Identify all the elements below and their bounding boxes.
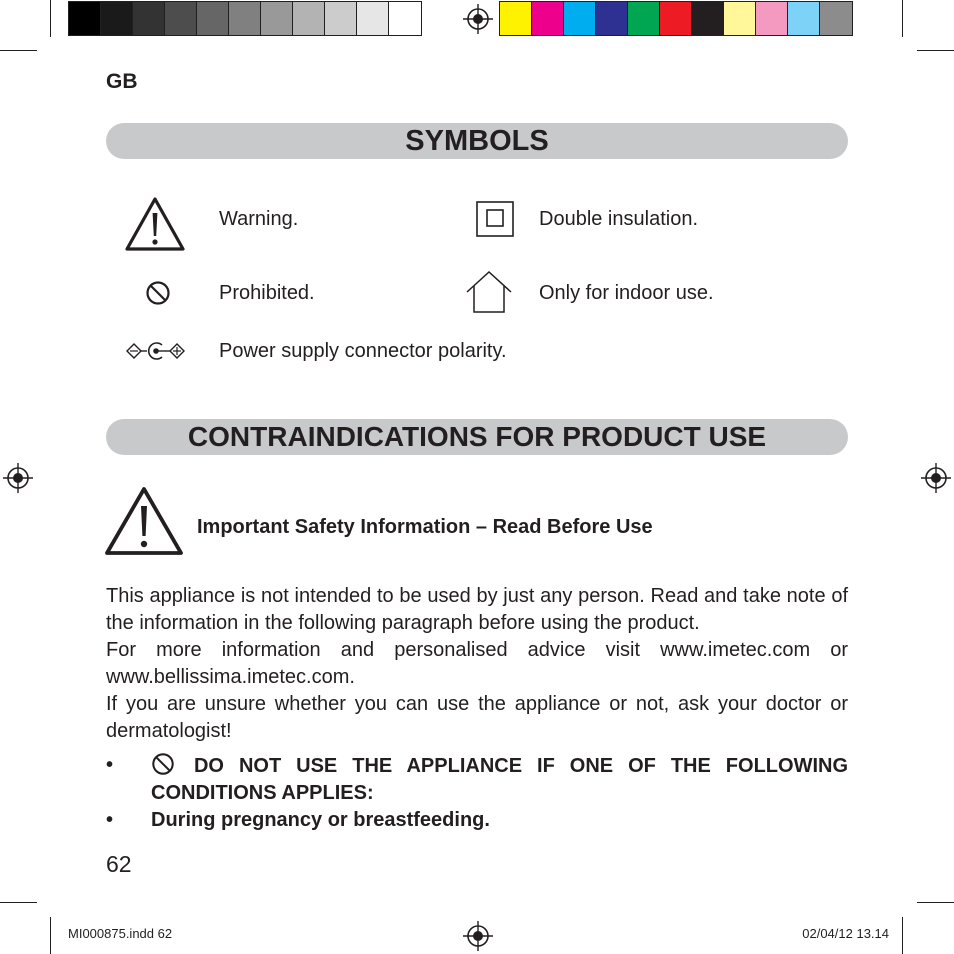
paragraph-more-info-line2: www.bellissima.imetec.com. — [106, 666, 355, 688]
color-swatch — [165, 2, 197, 35]
color-swatch — [692, 2, 724, 35]
double-insulation-icon — [476, 201, 514, 237]
symbol-label-warning: Warning. — [219, 208, 299, 230]
footer-file-info: MI000875.indd 62 — [68, 926, 173, 941]
color-swatch — [325, 2, 357, 35]
bullet-marker: • — [106, 754, 114, 776]
color-swatch — [133, 2, 165, 35]
pregnancy-item: During pregnancy or breastfeeding. — [151, 809, 490, 831]
important-safety-title: Important Safety Information – Read Before Use — [197, 516, 653, 538]
color-swatch — [357, 2, 389, 35]
crop-mark — [50, 917, 51, 954]
symbols-heading: SYMBOLS — [106, 123, 848, 159]
contraindications-body — [106, 583, 848, 745]
crop-mark — [902, 0, 903, 37]
language-code: GB — [106, 70, 138, 93]
house-icon — [465, 270, 513, 314]
color-swatch — [724, 2, 756, 35]
registration-mark-icon — [463, 921, 493, 951]
polarity-icon — [125, 340, 187, 362]
warning-line2: CONDITIONS APPLIES: — [151, 782, 374, 804]
crop-mark — [0, 50, 37, 51]
paragraph-more-info-line1: For more information and personalised advice visit www.imetec.com or — [106, 639, 848, 661]
color-swatch — [69, 2, 101, 35]
list-item — [106, 807, 848, 834]
list-item — [106, 752, 848, 807]
color-swatch — [500, 2, 532, 35]
color-swatch — [628, 2, 660, 35]
color-swatch — [596, 2, 628, 35]
prohibited-icon — [145, 280, 171, 306]
crop-mark — [50, 0, 51, 37]
color-swatch — [197, 2, 229, 35]
contraindications-list — [106, 752, 848, 834]
contraindications-heading: CONTRAINDICATIONS FOR PRODUCT USE — [106, 419, 848, 455]
color-swatch — [293, 2, 325, 35]
paragraph-unsure: If you are unsure whether you can use the appliance or not, ask your doctor or dermatologist! — [106, 693, 848, 742]
crop-mark — [902, 917, 903, 954]
crop-mark — [917, 902, 954, 903]
color-swatch — [101, 2, 133, 35]
symbol-label-prohibited: Prohibited. — [219, 282, 315, 304]
color-swatch — [261, 2, 293, 35]
color-swatch — [532, 2, 564, 35]
prohibited-icon — [151, 752, 175, 776]
color-swatch — [756, 2, 788, 35]
footer-timestamp: 02/04/12 13.14 — [802, 926, 889, 941]
process-color-bar — [499, 1, 853, 36]
color-swatch — [564, 2, 596, 35]
symbol-label-double-insulation: Double insulation. — [539, 208, 698, 230]
bullet-marker: • — [106, 809, 114, 831]
color-swatch — [820, 2, 852, 35]
color-swatch — [788, 2, 820, 35]
color-swatch — [229, 2, 261, 35]
registration-mark-icon — [3, 463, 33, 493]
warning-line1: DO NOT USE THE APPLIANCE IF ONE OF THE FOLLOWING — [193, 755, 848, 777]
color-swatch — [660, 2, 692, 35]
symbol-label-polarity: Power supply connector polarity. — [219, 340, 507, 362]
crop-mark — [917, 50, 954, 51]
page-number: 62 — [106, 851, 132, 877]
color-swatch — [389, 2, 421, 35]
symbol-label-indoor-use: Only for indoor use. — [539, 282, 714, 304]
warning-triangle-icon — [124, 196, 186, 252]
warning-triangle-icon — [104, 486, 184, 557]
crop-mark — [0, 902, 37, 903]
paragraph-intro: This appliance is not intended to be used by just any person. Read and take note of the information in the following paragraph before using the product. — [106, 585, 848, 634]
gray-color-bar — [68, 1, 422, 36]
registration-mark-icon — [463, 4, 493, 34]
registration-mark-icon — [921, 463, 951, 493]
